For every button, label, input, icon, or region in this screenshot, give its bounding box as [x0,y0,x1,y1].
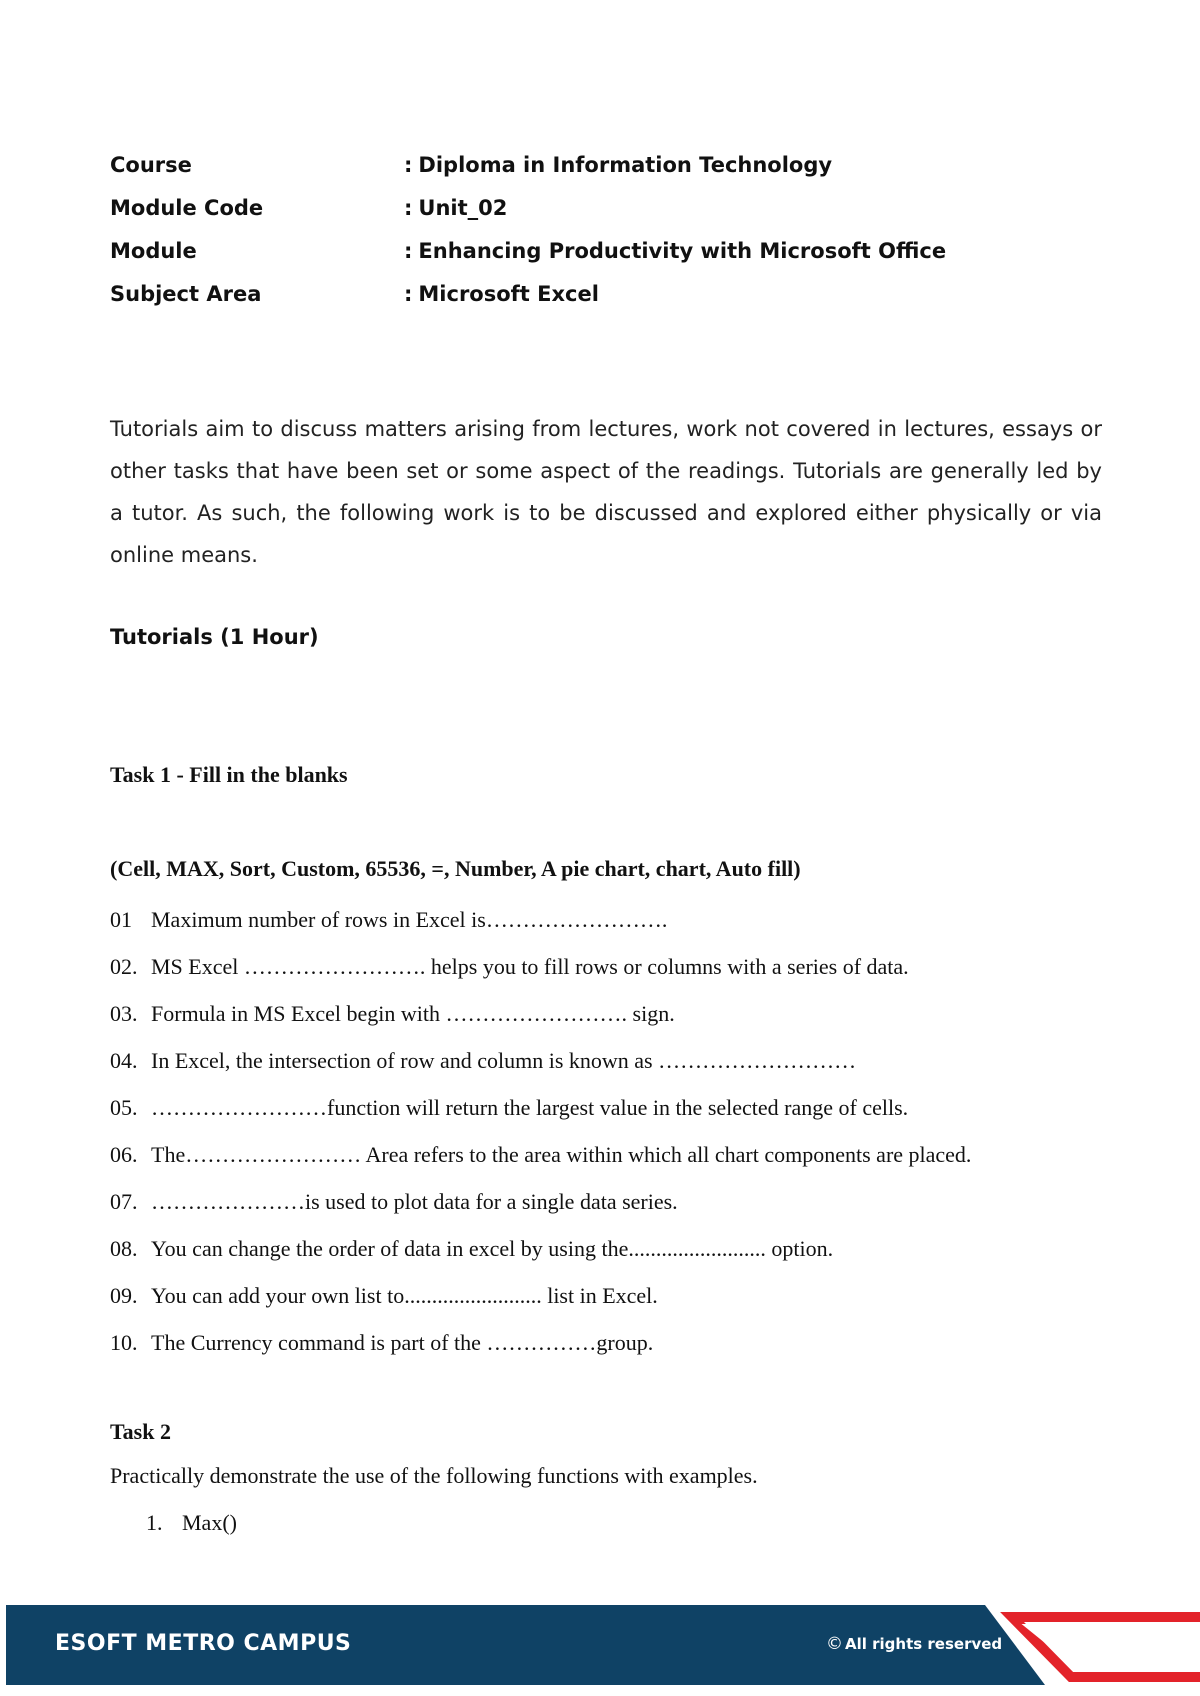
question-text: The…………………… Area refers to the area within which all chart components are placed. [151,1142,972,1167]
course-value: Diploma in Information Technology [418,152,833,177]
question-number: 08. [110,1236,138,1261]
task1-question-list [110,896,971,1366]
list-item [146,1510,237,1536]
intro-paragraph: Tutorials aim to discuss matters arising from lectures, work not covered in lectures, essays or other tasks that have been set or some aspect of the readings. Tutorials are generally led by a tutor. As such, the following work is to be discussed and explored either physically or via online means. [110,417,1102,567]
course-info-block [110,143,946,315]
subject-area-separator: : [404,281,413,306]
function-name: Max() [182,1510,237,1535]
module-label: Module [110,238,197,263]
list-item [110,943,971,990]
list-item [110,1131,971,1178]
list-item [110,1084,971,1131]
list-item [110,1178,971,1225]
course-row [110,143,946,186]
question-number: 10. [110,1330,138,1355]
task2-function-list [146,1510,237,1536]
task2-heading: Task 2 [110,1419,171,1444]
question-text: Formula in MS Excel begin with ……………………. sign. [151,1001,675,1026]
module-value: Enhancing Productivity with Microsoft Office [418,238,947,263]
module-code-value: Unit_02 [418,195,508,220]
question-text: The Currency command is part of the ……………group. [151,1330,654,1355]
task2-instruction: Practically demonstrate the use of the following functions with examples. [110,1463,758,1488]
subject-area-value: Microsoft Excel [418,281,599,306]
list-item [110,1272,971,1319]
course-label: Course [110,152,192,177]
footer-rights [826,1634,1002,1654]
subject-area-label: Subject Area [110,281,262,306]
subject-area-row [110,272,946,315]
module-row [110,229,946,272]
module-code-separator: : [404,195,413,220]
question-text: You can add your own list to......................... list in Excel. [151,1283,658,1308]
question-number: 02. [110,954,138,979]
list-item [110,1319,971,1366]
page-footer [0,1605,1200,1685]
question-text: Maximum number of rows in Excel is……………………. [151,907,668,932]
module-code-label: Module Code [110,195,264,220]
module-code-row [110,186,946,229]
question-number: 03. [110,1001,138,1026]
list-item [110,1037,971,1084]
question-number: 09. [110,1283,138,1308]
list-item [110,1225,971,1272]
module-separator: : [404,238,413,263]
task1-word-bank: (Cell, MAX, Sort, Custom, 65536, =, Number, A pie chart, chart, Auto fill) [110,856,801,881]
task1-heading: Task 1 - Fill in the blanks [110,762,348,787]
footer-brand: ESOFT METRO CAMPUS [55,1631,352,1656]
question-text: MS Excel ……………………. helps you to fill rows or columns with a series of data. [151,954,909,979]
function-number: 1. [146,1510,163,1535]
tutorials-heading: Tutorials (1 Hour) [110,625,319,649]
footer-rights-text: All rights reserved [845,1635,1003,1653]
copyright-icon: © [826,1634,843,1654]
question-number: 07. [110,1189,138,1214]
question-text: …………………is used to plot data for a single data series. [151,1189,678,1214]
list-item [110,990,971,1037]
question-text: You can change the order of data in excel by using the......................... option. [151,1236,834,1261]
question-number: 05. [110,1095,138,1120]
question-number: 01 [110,907,132,932]
course-separator: : [404,152,413,177]
question-text: In Excel, the intersection of row and column is known as ……………………… [151,1048,857,1073]
question-number: 04. [110,1048,138,1073]
question-number: 06. [110,1142,138,1167]
question-text: ……………………function will return the largest value in the selected range of cells. [151,1095,909,1120]
list-item [110,896,971,943]
